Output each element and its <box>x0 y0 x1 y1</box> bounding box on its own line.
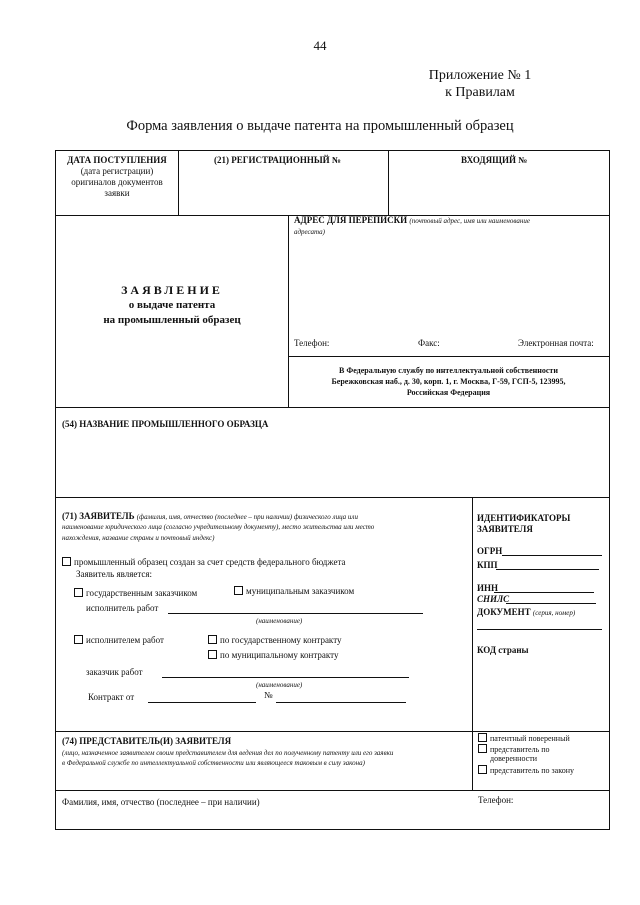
application-form <box>55 150 610 830</box>
name-hint: (наименование) <box>256 681 303 689</box>
agency-line: В Федеральную службу по интеллектуальной собственности <box>339 366 558 375</box>
country-code-label <box>477 645 529 656</box>
registration-number-label: (21) РЕГИСТРАЦИОННЫЙ № <box>214 155 341 165</box>
address-label <box>294 215 606 227</box>
date-title: ДАТА ПОСТУПЛЕНИЯ <box>67 155 167 165</box>
municipal-contract-label: по муниципальному контракту <box>220 650 339 660</box>
municipal-contract-checkbox[interactable] <box>208 650 217 659</box>
address-hint: (почтовый адрес, имя или наименование <box>409 217 530 225</box>
customer-label: заказчик работ <box>86 667 143 677</box>
inn-label: ИНН <box>477 583 499 593</box>
agency-country: Российская Федерация <box>406 388 491 397</box>
row-divider <box>56 731 609 732</box>
email-label: Электронная почта: <box>518 338 594 348</box>
col-divider <box>178 151 179 215</box>
municipal-contract-option[interactable] <box>208 650 338 661</box>
ogrn-label: ОГРН <box>477 546 503 556</box>
patent-attorney-label: патентный поверенный <box>490 734 570 743</box>
identifiers-title: ЗАЯВИТЕЛЯ <box>477 524 533 534</box>
contract-date-field[interactable] <box>148 702 256 703</box>
customer-field[interactable] <box>162 677 409 678</box>
annex-line2: к Правилам <box>445 85 515 100</box>
state-customer-label: государственным заказчиком <box>86 588 198 598</box>
representative-title: (74) ПРЕДСТАВИТЕЛЬ(И) ЗАЯВИТЕЛЯ <box>62 736 232 746</box>
phone-label: Телефон: <box>294 338 330 348</box>
design-name-text: (54) НАЗВАНИЕ ПРОМЫШЛЕННОГО ОБРАЗЦА <box>62 419 269 429</box>
contractor-label: исполнитель работ <box>86 603 159 613</box>
state-contract-option[interactable] <box>208 635 342 646</box>
date-sub: оригиналов документов <box>71 177 163 187</box>
application-subtitle: о выдаче патента <box>128 299 216 311</box>
application-title: ЗАЯВЛЕНИЕ <box>121 283 223 297</box>
document-field[interactable] <box>477 629 602 630</box>
proxy-checkbox[interactable] <box>478 744 487 753</box>
proxy-label: представитель по <box>490 745 550 754</box>
applicant-hint: нахождения, название страны и почтовый индекс) <box>62 534 215 542</box>
row-divider <box>56 407 609 408</box>
fax-label: Факс: <box>418 338 440 348</box>
work-contractor-checkbox[interactable] <box>74 635 83 644</box>
form-title: Форма заявления о выдаче патента на промышленный образец <box>126 118 514 134</box>
work-contractor-label: исполнителем работ <box>86 635 164 645</box>
applicant-is-label: Заявитель является: <box>76 569 153 579</box>
patent-attorney-option[interactable] <box>478 733 570 744</box>
application-subtitle: на промышленный образец <box>103 314 241 326</box>
row-divider <box>56 790 609 791</box>
annex-heading <box>380 67 580 101</box>
country-code-title: КОД страны <box>477 645 529 655</box>
col-divider <box>472 497 473 790</box>
federal-budget-label: промышленный образец создан за счет средств федерального бюджета <box>74 557 346 567</box>
state-contract-label: по государственному контракту <box>220 635 342 645</box>
patent-attorney-checkbox[interactable] <box>478 733 487 742</box>
representative-hint: (лицо, назначенное заявителем своим представителем для ведения дел по полученному патенту или его заявки <box>62 749 394 757</box>
identifiers-title: ИДЕНТИФИКАТОРЫ <box>477 513 571 523</box>
representative-hint: в Федеральной службе по интеллектуальной собственности или являющееся таковым в силу закона) <box>62 759 365 767</box>
contract-from-label: Контракт от <box>88 692 135 702</box>
applicant-hint: наименование юридического лица (согласно учредительному документу), место жительства или место <box>62 523 375 531</box>
federal-budget-option[interactable] <box>62 557 346 568</box>
federal-budget-checkbox[interactable] <box>62 557 71 566</box>
document-label <box>477 607 575 619</box>
date-sub: заявки <box>104 188 130 198</box>
proxy-label-cont: доверенности <box>490 754 537 763</box>
inn-field[interactable] <box>494 592 594 593</box>
address-title: АДРЕС ДЛЯ ПЕРЕПИСКИ <box>294 215 408 225</box>
legal-rep-label: представитель по закону <box>490 766 574 775</box>
state-customer-checkbox[interactable] <box>74 588 83 597</box>
date-sub: (дата регистрации) <box>80 166 154 176</box>
row-divider <box>288 356 609 357</box>
name-hint: (наименование) <box>256 617 303 625</box>
state-customer-option[interactable] <box>74 588 197 599</box>
col-divider <box>388 151 389 215</box>
kpp-field[interactable] <box>496 569 599 570</box>
bottom-phone-label: Телефон: <box>478 795 514 805</box>
agency-address: Бережковская наб., д. 30, корп. 1, г. Москва, Г-59, ГСП-5, 123995, <box>331 377 566 386</box>
address-hint: адресата) <box>294 228 325 236</box>
state-contract-checkbox[interactable] <box>208 635 217 644</box>
municipal-customer-option[interactable] <box>234 586 354 597</box>
page-number: 44 <box>313 38 327 53</box>
ogrn-field[interactable] <box>502 555 602 556</box>
kpp-label: КПП <box>477 560 498 570</box>
row-divider <box>56 497 609 498</box>
incoming-number-label: ВХОДЯЩИЙ № <box>461 155 528 165</box>
document-hint: (серия, номер) <box>532 609 576 617</box>
snils-label: СНИЛС <box>477 594 510 604</box>
document-title: ДОКУМЕНТ <box>477 607 531 617</box>
legal-rep-checkbox[interactable] <box>478 765 487 774</box>
snils-field[interactable] <box>506 603 596 604</box>
full-name-label: Фамилия, имя, отчество (последнее – при наличии) <box>62 797 260 807</box>
design-name-label <box>62 419 268 430</box>
applicant-title: (71) ЗАЯВИТЕЛЬ <box>62 511 135 521</box>
municipal-customer-checkbox[interactable] <box>234 586 243 595</box>
contract-number-sign: № <box>264 690 273 700</box>
legal-rep-option[interactable] <box>478 765 574 776</box>
work-contractor-option[interactable] <box>74 635 164 646</box>
municipal-customer-label: муниципальным заказчиком <box>246 586 355 596</box>
contract-number-field[interactable] <box>276 702 406 703</box>
applicant-hint: (фамилия, имя, отчество (последнее – при наличии) физического лица или <box>136 513 358 521</box>
contractor-field[interactable] <box>168 613 423 614</box>
annex-line1: Приложение № 1 <box>428 68 532 83</box>
